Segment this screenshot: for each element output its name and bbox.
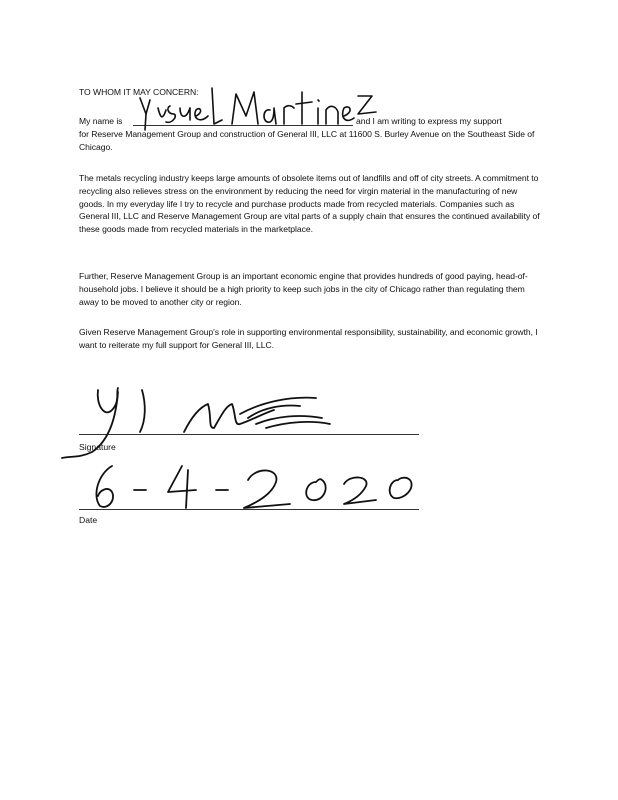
paragraph-closing: Given Reserve Management Group's role in supporting environmental responsibility, sustainability, and economic growth, I want to reiterate my full support for General III, LLC. xyxy=(79,327,538,350)
name-label: My name is xyxy=(79,116,123,126)
date-label: Date xyxy=(79,515,98,525)
intro-tail: and I am writing to express my support xyxy=(356,116,502,126)
salutation: TO WHOM IT MAY CONCERN: xyxy=(79,87,199,97)
intro-rest: for Reserve Management Group and construction of General III, LLC at 11600 S. Burley Avenue on the Southeast Side of Chicago. xyxy=(79,128,535,152)
signature-label: Signature xyxy=(79,442,116,452)
paragraph-jobs: Further, Reserve Management Group is an important economic engine that provides hundreds of good paying, head-of-household jobs. I believe it should be a high priority to keep such jobs in the city of Chicago rather than regulating them away to be moved to another city or region. xyxy=(79,271,528,307)
paragraph-recycling: The metals recycling industry keeps large amounts of obsolete items out of landfills and off of city streets. A commitment to recycling also relieves stress on the environment by reducing the need for virgin material in the manufacturing of new goods. In my everyday life I try to recycle and purchase products made from recycled materials. Companies such as General III, LLC and Reserve Management Group are vital parts of a supply chain that ensures the continued availability of these goods made from recycled materials in the marketplace. xyxy=(79,173,540,235)
